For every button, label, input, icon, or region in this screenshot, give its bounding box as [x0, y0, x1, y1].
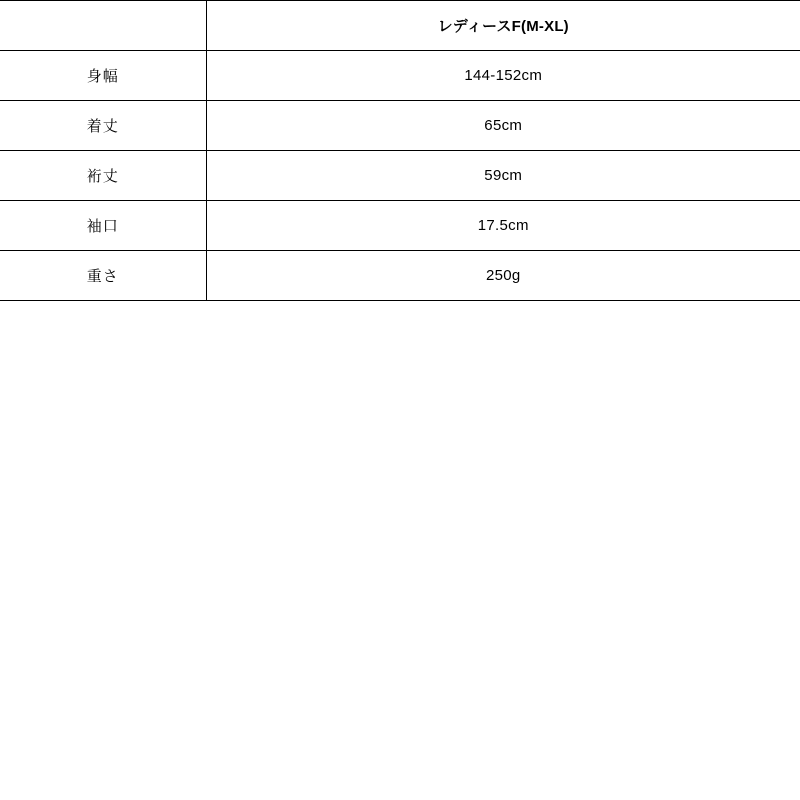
- table-column-header: レディースF(M-XL): [206, 1, 800, 51]
- row-value: 17.5cm: [206, 201, 800, 251]
- size-spec-table: [0, 0, 800, 301]
- table-body: [0, 51, 800, 301]
- table-corner-cell: [0, 1, 206, 51]
- table-row: [0, 251, 800, 301]
- table-row: [0, 201, 800, 251]
- row-label: 着丈: [0, 101, 206, 151]
- row-value: 65cm: [206, 101, 800, 151]
- row-value: 59cm: [206, 151, 800, 201]
- row-label: 重さ: [0, 251, 206, 301]
- row-label: 裄丈: [0, 151, 206, 201]
- row-value: 250g: [485, 267, 521, 284]
- row-label: 袖口: [0, 201, 206, 251]
- table-row: [0, 51, 800, 101]
- table-header-row: [0, 1, 800, 51]
- row-value: 144-152cm: [206, 51, 800, 101]
- table-row: [0, 151, 800, 201]
- row-label: 身幅: [0, 51, 206, 101]
- table-row: [0, 101, 800, 151]
